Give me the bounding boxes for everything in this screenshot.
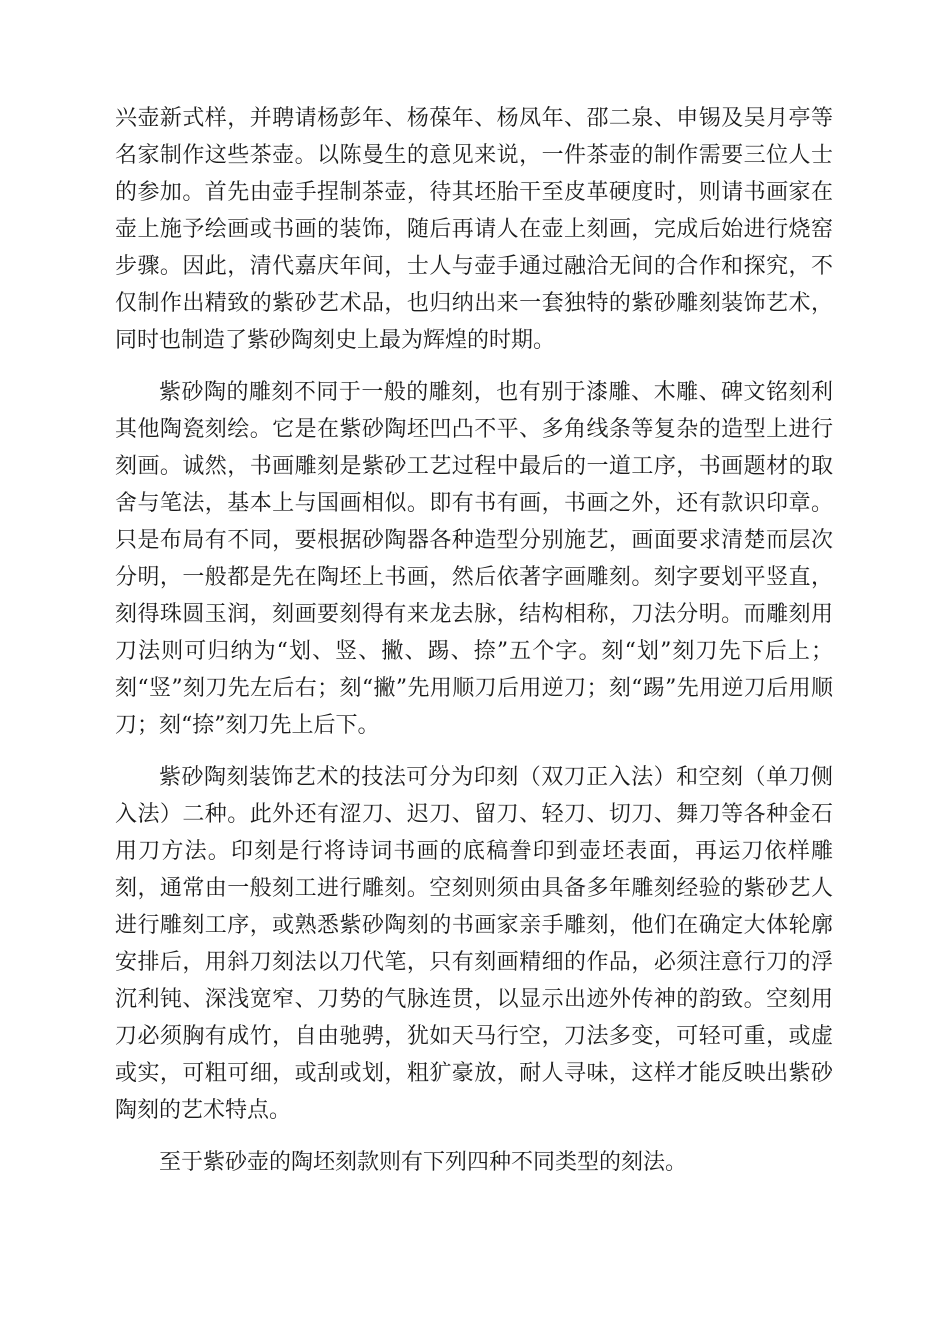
paragraph-2: 紫砂陶的雕刻不同于一般的雕刻，也有别于漆雕、木雕、碑文铭刻利其他陶瓷刻绘。它是在紫砂陶坯凹凸不平、多角线条等复杂的造型上进行刻画。诚然，书画雕刻是紫砂工艺过程中最后的一道工序，书画题材的取舍与笔法，基本上与国画相似。即有书有画，书画之外，还有款识印章。只是布局有不同，要根据砂陶器各种造型分别施艺，画面要求清楚而层次分明，一般都是先在陶坯上书画，然后依著字画雕刻。刻字要划平竖直，刻得珠圆玉润，刻画要刻得有来龙去脉，结构相称，刀法分明。而雕刻用刀法则可归纳为“划、竖、撇、踢、捺”五个字。刻“划”刻刀先下后上；刻“竖”刻刀先左后右；刻“撇”先用顺刀后用逆刀；刻“踢”先用逆刀后用顺刀；刻“捺”刻刀先上后下。 [115,380,833,738]
paragraph-1: 兴壶新式样，并聘请杨彭年、杨葆年、杨凤年、邵二泉、申锡及吴月亭等名家制作这些茶壶。以陈曼生的意见来说，一件茶壶的制作需要三位人士的参加。首先由壶手捏制茶壶，待其坯胎干至皮革硬度时，则请书画家在壶上施予绘画或书画的装饰，随后再请人在壶上刻画，完成后始进行烧窑步骤。因此，清代嘉庆年间，士人与壶手通过融洽无间的合作和探究，不仅制作出精致的紫砂艺术品，也归纳出来一套独特的紫砂雕刻装饰艺术，同时也制造了紫砂陶刻史上最为辉煌的时期。 [115,106,833,353]
document-page [115,100,833,1181]
paragraph-4: 至于紫砂壶的陶坯刻款则有下列四种不同类型的刻法。 [159,1150,688,1175]
paragraph-3: 紫砂陶刻装饰艺术的技法可分为印刻（双刀正入法）和空刻（单刀侧入法）二种。此外还有涩刀、迟刀、留刀、轻刀、切刀、舞刀等各种金石用刀方法。印刻是行将诗词书画的底稿誊印到壶坯表面，再运刀依样雕刻，通常由一般刻工进行雕刻。空刻则须由具备多年雕刻经验的紫砂艺人进行雕刻工序，或熟悉紫砂陶刻的书画家亲手雕刻，他们在确定大体轮廓安排后，用斜刀刻法以刀代笔，只有刻画精细的作品，必须注意行刀的浮沉利钝、深浅宽窄、刀势的气脉连贯，以显示出迹外传神的韵致。空刻用刀必须胸有成竹，自由驰骋，犹如天马行空，刀法多变，可轻可重，或虚或实，可粗可细，或刮或划，粗犷豪放，耐人寻味，这样才能反映出紫砂陶刻的艺术特点。 [115,765,833,1123]
